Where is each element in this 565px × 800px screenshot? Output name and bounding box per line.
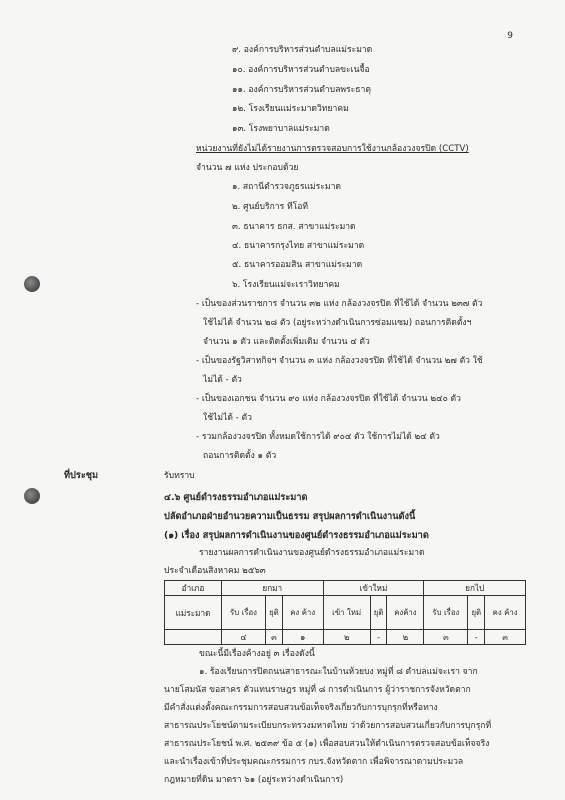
bullet-line: ไม่ได้ - ตัว	[203, 375, 242, 385]
paragraph-line: และนำเรื่องเข้าที่ประชุมคณะกรรมการ กบร.จังหวัดตาก เพื่อพิจารณาตามประมวล	[164, 757, 464, 767]
sub-pending: คง ค้าง	[282, 596, 323, 630]
paragraph-line: สาธารณประโยชน์ พ.ศ. ๒๕๓๙ ข้อ ๕ (๑) เพื่อสอบสวนให้ดำเนินการตรวจสอบข้อเท็จจริง	[164, 739, 490, 749]
table-cell: ๓	[266, 630, 283, 645]
table-cell	[165, 630, 222, 645]
section-subtitle: ปลัดอำเภอฝ่ายอำนวยความเป็นธรรม สรุปผลการดำเนินงานดังนี้	[164, 511, 416, 522]
list-item: ๑๑. องค์การบริหารส่วนตำบลพระธาตุ	[232, 85, 371, 95]
paragraph-line: นายโสมนัส ขอสาคร ตัวแทนราษฎร หมู่ที่ ๘ การดำเนินการ ผู้ว่าราชการจังหวัดตาก	[164, 685, 471, 695]
sub-ended: ยุติ	[370, 596, 387, 630]
table-cell: ๒	[323, 630, 370, 645]
bullet-line: ถอนการติดตั้ง ๑ ตัว	[203, 451, 277, 461]
list-item: ๖. โรงเรียนแม่จะเราวิทยาคม	[232, 280, 340, 290]
table-cell: ๓	[424, 630, 468, 645]
paragraph-line: มีคำสั่งแต่งตั้งคณะกรรมการสอบสวนข้อเท็จจริงเกี่ยวกับการบุกรุกที่หรือทาง	[164, 703, 438, 713]
list-item: ๑๒. โรงเรียนแม่ระมาดวิทยาคม	[232, 104, 349, 114]
sub-ended: ยุติ	[468, 596, 485, 630]
bullet-line: - เป็นของส่วนราชการ จำนวน ๓๒ แห่ง กล้องวงจรปิด ที่ใช้ได้ จำนวน ๒๓๗ ตัว	[196, 299, 483, 309]
bullet-line: - รวมกล้องวงจรปิด ทั้งหมดใช้การได้ ๙๐๔ ตัว ใช้การไม่ได้ ๒๔ ตัว	[196, 432, 440, 442]
paragraph-line: สาธารณประโยชน์ตามระเบียบกระทรวงมหาดไทย ว่าด้วยการสอบสวนเกี่ยวกับการบุกรุกที่	[164, 721, 492, 731]
list-item: ๑๓. โรงพยาบาลแม่ระมาด	[232, 124, 330, 134]
table-cell: ๔	[222, 630, 266, 645]
page-number: 9	[507, 31, 513, 41]
list-item: ๒. ศูนย์บริการ ทีโอที	[232, 202, 309, 212]
bullet-line: - เป็นของรัฐวิสาหกิจฯ จำนวน ๓ แห่ง กล้องวงจรปิด ที่ใช้ได้ จำนวน ๒๗ ตัว ใช้	[196, 356, 483, 366]
table-cell: ๓	[485, 630, 526, 645]
table-cell: ๑	[282, 630, 323, 645]
header-forward: ยกไป	[424, 581, 526, 596]
sub-received: รับ เรื่อง	[222, 596, 266, 630]
table-cell: -	[468, 630, 485, 645]
list-item: ๑. สถานีตำรวจภูธรแม่ระมาด	[232, 182, 341, 192]
paragraph-line: กฎหมายที่ดิน มาตรา ๖๑ (อยู่ระหว่างดำเนินการ)	[164, 775, 344, 785]
sub-ended: ยุติ	[266, 596, 283, 630]
report-month: ประจำเดือนสิงหาคม ๒๕๖๓	[164, 566, 266, 576]
list-item: ๕. ธนาคารออมสิน สาขาแม่ระมาด	[232, 260, 363, 270]
punch-hole-bottom	[24, 488, 40, 504]
summary-table	[164, 580, 526, 645]
bullet-line: ใช้ไม่ได้ - ตัว	[203, 413, 252, 423]
meeting-label: ที่ประชุม	[64, 470, 99, 481]
list-item: ๓. ธนาคาร ธกส. สาขาแม่ระมาด	[232, 222, 356, 232]
bullet-line: จำนวน ๑ ตัว และติดตั้งเพิ่มเติม จำนวน ๔ ตัว	[203, 337, 370, 347]
table-cell: ๒	[387, 630, 424, 645]
report-line: รายงานผลการดำเนินงานของศูนย์ดำรงธรรมอำเภอแม่ระมาด	[199, 548, 425, 558]
list-item: ๔. ธนาคารกรุงไทย สาขาแม่ระมาด	[232, 241, 365, 251]
sub-pending-new: คงค้าง	[387, 596, 424, 630]
unreported-heading: หน่วยงานที่ยังไม่ได้รายงานการตรวจสอบการใช้งานกล้องวงจรปิด (CCTV)	[196, 144, 469, 154]
header-new: เข้าใหม่	[323, 581, 424, 596]
unreported-count: จำนวน ๗ แห่ง ประกอบด้วย	[196, 163, 299, 173]
after-table-text: ขณะนี้มีเรื่องค้างอยู่ ๓ เรื่องดังนี้	[199, 649, 315, 659]
section-title: ๔.๖ ศูนย์ดำรงธรรมอำเภอแม่ระมาด	[164, 492, 308, 503]
header-carried: ยกมา	[222, 581, 324, 596]
bullet-line: - เป็นของเอกชน จำนวน ๙๐ แห่ง กล้องวงจรปิด ที่ใช้ได้ จำนวน ๒๔๐ ตัว	[196, 394, 461, 404]
meeting-value: รับทราบ	[164, 471, 195, 481]
paragraph-line: ๑. ร้องเรียนการปิดถนนสาธารณะในบ้านห้วยบง หมู่ที่ ๘ ตำบลแม่จะเรา จาก	[199, 667, 478, 677]
punch-hole-top	[24, 276, 40, 292]
sub-received: รับ เรื่อง	[424, 596, 468, 630]
list-item: ๙. องค์การบริหารส่วนตำบลแม่ระมาด	[232, 45, 373, 55]
sub-pending: คง ค้าง	[485, 596, 526, 630]
bullet-line: ใช้ไม่ได้ จำนวน ๒๘ ตัว (อยู่ระหว่างดำเนินการซ่อมแซม) ถอนการติดตั้งฯ	[203, 318, 472, 328]
list-item: ๑๐. องค์การบริหารส่วนตำบลขะเนจื้อ	[232, 65, 370, 75]
table-cell: -	[370, 630, 387, 645]
section-item: (๑) เรื่อง สรุปผลการดำเนินงานของศูนย์ดำรงธรรมอำเภอแม่ระมาด	[164, 530, 429, 541]
header-district: อำเภอ	[165, 581, 222, 596]
sub-new-in: เข้า ใหม่	[323, 596, 370, 630]
district-cell: แม่ระมาด	[165, 596, 222, 630]
